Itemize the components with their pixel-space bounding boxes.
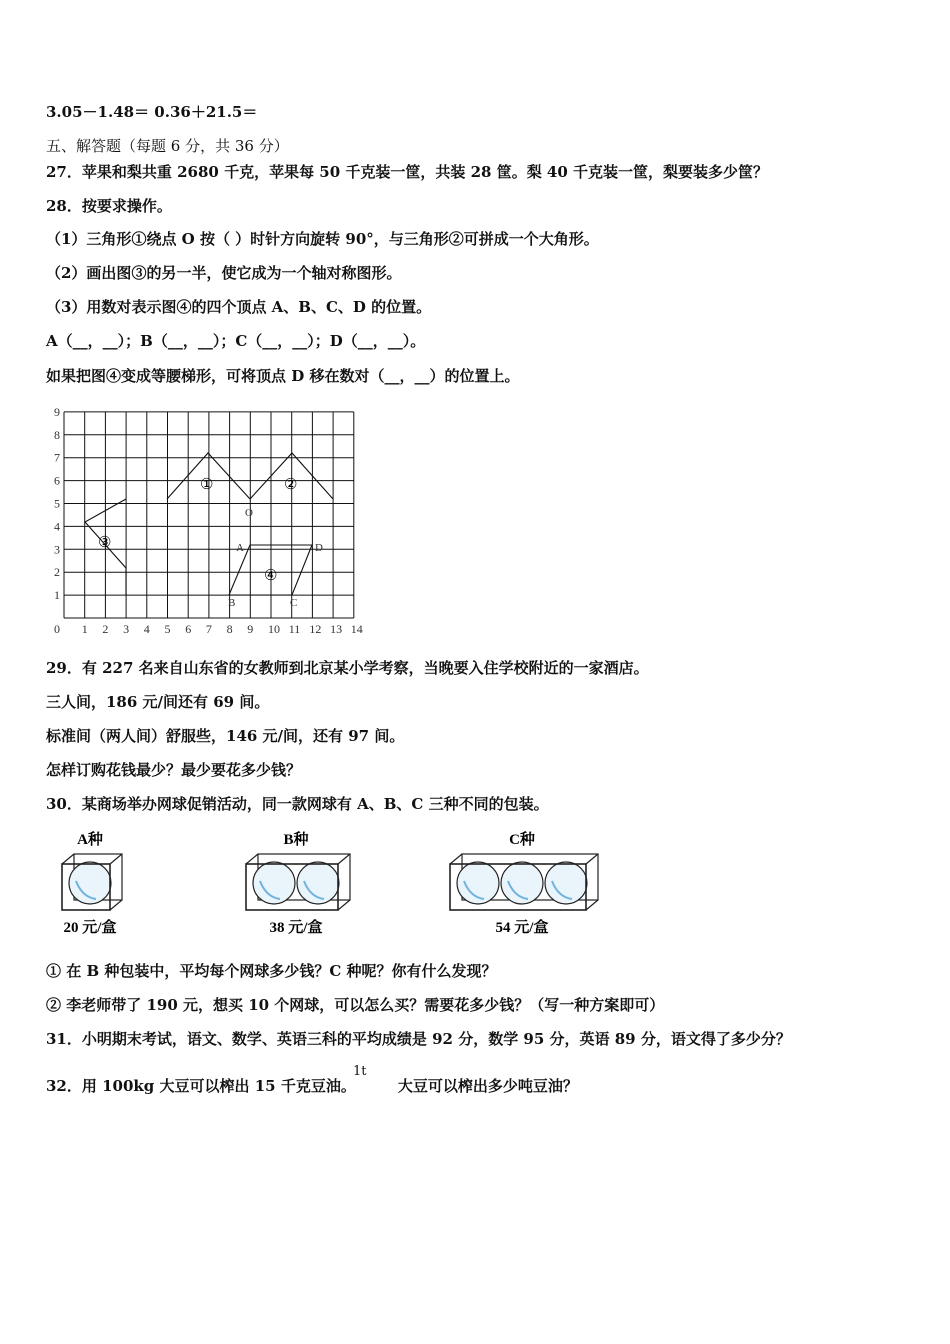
- box-title: A种: [77, 832, 103, 848]
- y-tick-label: 4: [54, 519, 60, 534]
- question-28-trapezoid: 如果把图④变成等腰梯形，可将顶点 D 移在数对（__，__）的位置上。: [46, 367, 520, 385]
- question-29-ask: 怎样订购花钱最少？最少要花多少钱？: [46, 761, 302, 779]
- box-price: 54 元/盒: [495, 920, 549, 936]
- x-tick-label: 4: [143, 622, 150, 636]
- y-tick-label: 1: [54, 588, 60, 603]
- question-28-part2: （2）画出图③的另一半，使它成为一个轴对称图形。: [46, 264, 402, 282]
- x-tick-label: 14: [350, 622, 363, 636]
- y-tick-label: 2: [54, 565, 60, 580]
- question-30-part1: ① 在 B 种包装中，平均每个网球多少钱？C 种呢？你有什么发现？: [46, 962, 497, 980]
- section-heading: 五、解答题（每题 6 分，共 36 分）: [46, 137, 289, 155]
- question-28: 28．按要求操作。: [46, 197, 172, 215]
- point-label-a: A: [236, 542, 244, 554]
- x-tick-label: 0: [54, 622, 60, 636]
- question-32-superscript: 1t: [353, 1064, 367, 1079]
- x-tick-label: 7: [205, 622, 212, 636]
- shape-label-2: ②: [284, 477, 298, 493]
- x-tick-label: 2: [102, 622, 109, 636]
- tennis-box: [246, 830, 350, 936]
- question-30-part2: ② 李老师带了 190 元，想买 10 个网球，可以怎么买？需要花多少钱？（写一种方案即可）: [46, 996, 665, 1014]
- x-tick-label: 13: [330, 622, 343, 636]
- x-tick-label: 3: [123, 622, 130, 636]
- tennis-boxes: [40, 826, 610, 938]
- x-tick-label: 9: [247, 622, 254, 636]
- question-30: 30．某商场举办网球促销活动，同一款网球有 A、B、C 三种不同的包装。: [46, 795, 549, 813]
- y-tick-label: 8: [54, 427, 60, 442]
- question-27: 27．苹果和梨共重 2680 千克，苹果每 50 千克装一筐，共装 28 筐。梨 40 千克装一筐，梨要装多少筐？: [46, 163, 769, 181]
- x-tick-label: 10: [268, 622, 280, 636]
- x-tick-label: 11: [288, 622, 301, 636]
- question-28-part1: （1）三角形①绕点 O 按（ ）时针方向旋转 90°，与三角形②可拼成一个大角形。: [46, 230, 599, 248]
- y-tick-label: 6: [54, 473, 60, 488]
- x-tick-label: 5: [164, 622, 171, 636]
- question-32: [46, 1076, 578, 1096]
- x-tick-label: 8: [226, 622, 233, 636]
- question-32-part-a: 32．用 100kg 大豆可以榨出 15 千克豆油。: [46, 1077, 356, 1095]
- box-price: 20 元/盒: [63, 920, 117, 936]
- box-title: C种: [509, 832, 535, 848]
- shape-label-1: ①: [200, 477, 214, 493]
- y-tick-label: 9: [54, 404, 60, 419]
- point-label-c: C: [290, 597, 298, 609]
- y-tick-label: 3: [54, 542, 60, 557]
- point-label-o: O: [245, 507, 253, 519]
- x-tick-label: 12: [309, 622, 322, 636]
- calc-line: 3.05－1.48＝ 0.36＋21.5＝: [46, 103, 258, 121]
- question-28-blanks: A（__，__）；B（__，__）；C（__，__）；D（__，__）。: [46, 332, 426, 350]
- box-price: 38 元/盒: [269, 920, 323, 936]
- shape-label-4: ④: [264, 568, 278, 584]
- question-29-standard: 标准间（两人间）舒服些，146 元/间，还有 97 间。: [46, 727, 405, 745]
- box-title: B种: [283, 832, 309, 848]
- y-tick-label: 7: [54, 450, 60, 465]
- y-tick-label: 5: [54, 496, 60, 511]
- question-29: 29．有 227 名来自山东省的女教师到北京某小学考察，当晚要入住学校附近的一家酒店。: [46, 659, 649, 677]
- tennis-box: [450, 830, 598, 936]
- x-tick-label: 1: [81, 622, 88, 636]
- coordinate-grid: [40, 396, 370, 642]
- tennis-box: [62, 830, 122, 936]
- x-tick-label: 6: [185, 622, 192, 636]
- question-28-part3: （3）用数对表示图④的四个顶点 A、B、C、D 的位置。: [46, 298, 432, 316]
- point-label-d: D: [315, 542, 323, 554]
- point-label-b: B: [228, 597, 236, 609]
- question-31: 31．小明期末考试，语文、数学、英语三科的平均成绩是 92 分，数学 95 分，英语 89 分，语文得了多少分？: [46, 1030, 791, 1048]
- question-32-part-b: 大豆可以榨出多少吨豆油？: [397, 1077, 578, 1095]
- question-29-triple: 三人间，186 元/间还有 69 间。: [46, 693, 270, 711]
- shape-label-3: ③: [98, 535, 112, 551]
